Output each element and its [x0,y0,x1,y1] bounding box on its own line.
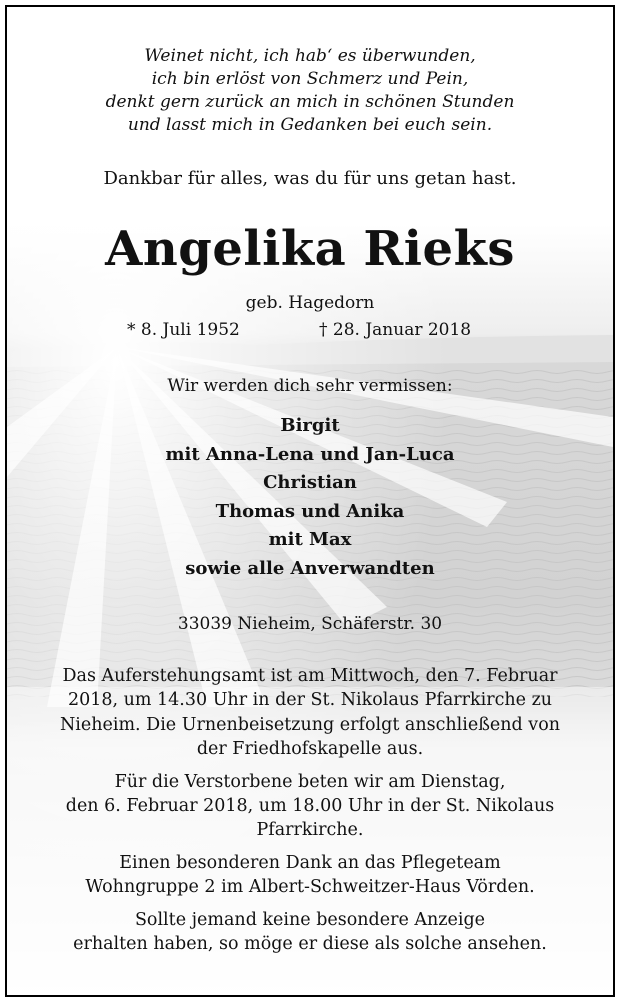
prayer-paragraph [21,770,599,843]
mourner-line: mit Max [268,529,352,551]
birth-date: * 8. Juli 1952 [127,320,240,340]
thanks-care-team-paragraph [21,851,599,900]
info-line: den 6. Februar 2018, um 18.00 Uhr in der St. Nikolaus [65,796,555,817]
info-line: Das Auferstehungsamt ist am Mittwoch, den 7. Februar [62,666,558,686]
notice-paragraph [21,908,599,957]
mourner-line: mit Anna-Lena und Jan-Luca [165,443,455,465]
info-line: Nieheim. Die Urnenbeisetzung erfolgt anschließend von [59,714,561,735]
poem-line: denkt gern zurück an mich in schönen Stunden [105,92,515,112]
poem-line: ich bin erlöst von Schmerz und Pein, [151,69,469,89]
info-line: 2018, um 14.30 Uhr in der St. Nikolaus Pfarrkirche zu [67,690,553,711]
info-line: erhalten haben, so möge er diese als solche ansehen. [73,934,547,955]
gratitude-line: Dankbar für alles, was du für uns getan hast. [103,168,517,189]
deceased-name: Angelika Rieks [105,221,515,277]
service-information [21,664,599,964]
info-line: der Friedhofskapelle aus. [196,739,424,760]
obituary-frame [5,5,615,997]
info-line: Sollte jemand keine besondere Anzeige [134,909,486,930]
mourner-line: sowie alle Anverwandten [185,557,435,579]
poem-line: und lasst mich in Gedanken bei euch sein. [127,115,493,135]
death-date: † 28. Januar 2018 [319,320,472,340]
family-address: 33039 Nieheim, Schäferstr. 30 [177,614,443,634]
info-line: Wohngruppe 2 im Albert-Schweitzer-Haus Vörden. [85,877,535,898]
poem-line: Weinet nicht, ich hab‘ es überwunden, [144,46,476,66]
life-dates [7,320,613,344]
info-line: Einen besonderen Dank an das Pflegeteam [119,852,501,873]
mourner-line: Christian [263,472,357,494]
mourner-line: Thomas und Anika [215,500,405,522]
birth-name: geb. Hagedorn [245,293,375,313]
mourners-intro: Wir werden dich sehr vermissen: [167,376,453,396]
memorial-poem [7,45,613,137]
mourners-list [7,412,613,584]
mourner-line: Birgit [280,415,340,436]
funeral-mass-paragraph [21,664,599,762]
obituary-content [7,7,613,995]
info-line: Für die Verstorbene beten wir am Dienstag, [114,771,506,792]
info-line: Pfarrkirche. [256,820,364,841]
